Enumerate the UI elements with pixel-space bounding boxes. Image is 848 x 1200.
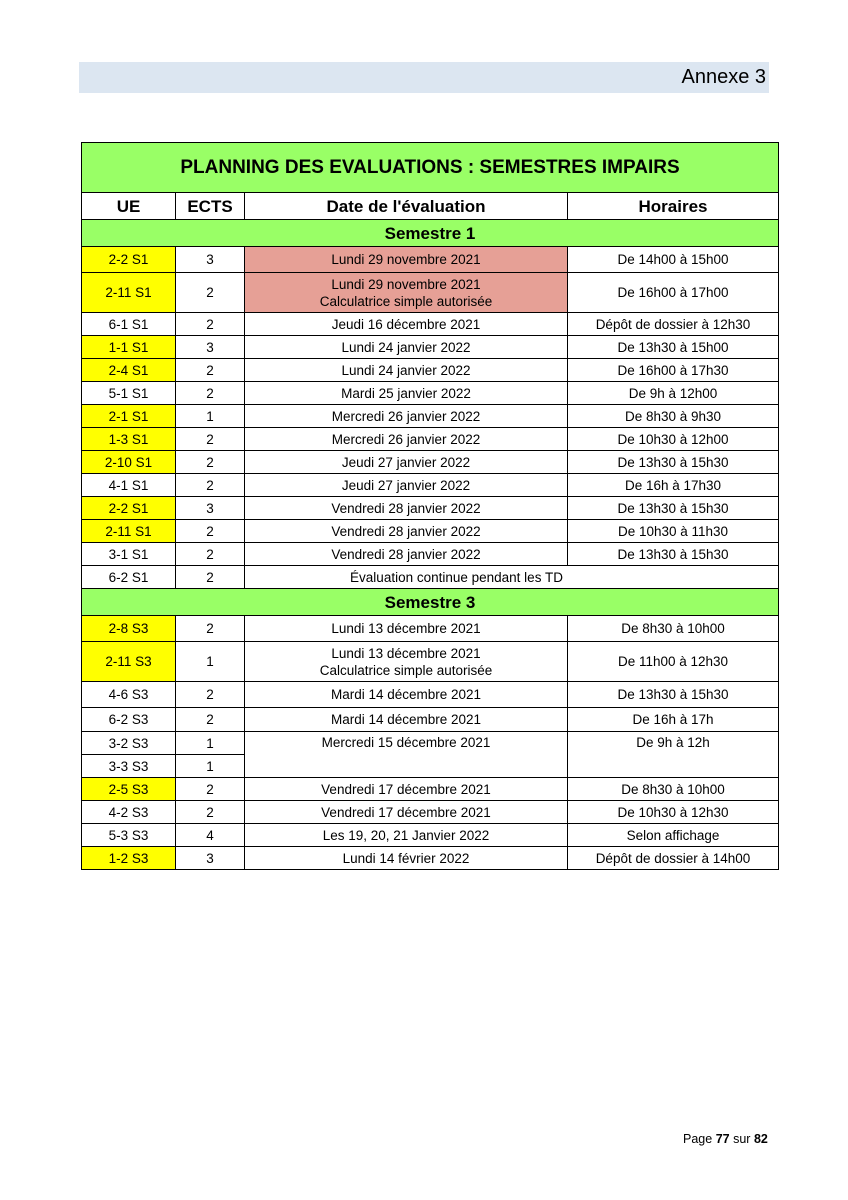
ects-cell: 2: [176, 682, 245, 708]
table-row: [82, 682, 779, 708]
horaires-cell: De 13h30 à 15h30: [568, 451, 779, 474]
table-row: [82, 847, 779, 870]
ue-cell: 2-10 S1: [82, 451, 176, 474]
ue-cell: 2-1 S1: [82, 405, 176, 428]
date-cell: Mercredi 15 décembre 2021: [245, 732, 568, 778]
ue-cell: 1-3 S1: [82, 428, 176, 451]
ue-cell: 2-11 S1: [82, 273, 176, 313]
horaires-cell: De 9h à 12h00: [568, 382, 779, 405]
date-cell: Lundi 24 janvier 2022: [245, 359, 568, 382]
ects-cell: 1: [176, 732, 245, 755]
ects-cell: 2: [176, 566, 245, 589]
date-cell: Lundi 24 janvier 2022: [245, 336, 568, 359]
table-row: [82, 247, 779, 273]
table-row: [82, 313, 779, 336]
date-cell: Vendredi 28 janvier 2022: [245, 520, 568, 543]
horaires-cell: De 13h30 à 15h30: [568, 682, 779, 708]
ue-cell: 1-2 S3: [82, 847, 176, 870]
ue-cell: 2-4 S1: [82, 359, 176, 382]
ects-cell: 2: [176, 520, 245, 543]
date-note: Calculatrice simple autorisée: [319, 662, 493, 678]
date-cell: Vendredi 28 janvier 2022: [245, 497, 568, 520]
ects-cell: 2: [176, 313, 245, 336]
date-cell: [245, 273, 568, 313]
date-cell: Vendredi 28 janvier 2022: [245, 543, 568, 566]
horaires-cell: De 9h à 12h: [568, 732, 779, 778]
ue-cell: 6-1 S1: [82, 313, 176, 336]
ue-cell: 2-11 S1: [82, 520, 176, 543]
ue-cell: 3-2 S3: [82, 732, 176, 755]
ue-cell: 3-1 S1: [82, 543, 176, 566]
ue-cell: 2-2 S1: [82, 247, 176, 273]
date-cell: [245, 642, 568, 682]
ue-cell: 2-11 S3: [82, 642, 176, 682]
ects-cell: 2: [176, 474, 245, 497]
ects-cell: 2: [176, 359, 245, 382]
ue-cell: 6-2 S3: [82, 708, 176, 732]
date-note: Calculatrice simple autorisée: [319, 293, 493, 309]
page-total: 82: [753, 1132, 768, 1146]
page-current: 77: [715, 1132, 730, 1146]
semestre-3-heading: Semestre 3: [82, 589, 779, 616]
table-row: [82, 451, 779, 474]
date-cell: Mardi 14 décembre 2021: [245, 708, 568, 732]
date-cell: Lundi 13 décembre 2021: [245, 616, 568, 642]
table-row: [82, 732, 779, 755]
table-row: [82, 497, 779, 520]
ue-cell: 5-1 S1: [82, 382, 176, 405]
date-text: Lundi 29 novembre 2021: [331, 276, 481, 292]
ue-cell: 5-3 S3: [82, 824, 176, 847]
date-cell: Mardi 14 décembre 2021: [245, 682, 568, 708]
horaires-cell: De 16h00 à 17h00: [568, 273, 779, 313]
horaires-cell: De 16h00 à 17h30: [568, 359, 779, 382]
table-row: [82, 543, 779, 566]
ects-cell: 3: [176, 497, 245, 520]
ects-cell: 2: [176, 428, 245, 451]
ects-cell: 2: [176, 382, 245, 405]
table-row: [82, 801, 779, 824]
ects-cell: 2: [176, 708, 245, 732]
ects-cell: 2: [176, 273, 245, 313]
ects-cell: 1: [176, 405, 245, 428]
table-row: [82, 642, 779, 682]
date-cell: Mercredi 26 janvier 2022: [245, 428, 568, 451]
date-cell: Les 19, 20, 21 Janvier 2022: [245, 824, 568, 847]
column-header-horaires: Horaires: [568, 193, 779, 220]
ects-cell: 2: [176, 778, 245, 801]
ue-cell: 4-6 S3: [82, 682, 176, 708]
ects-cell: 1: [176, 642, 245, 682]
column-header-ue: UE: [82, 193, 176, 220]
table-row: [82, 824, 779, 847]
date-text: Évaluation continue pendant les TD: [350, 569, 563, 585]
date-cell: Lundi 14 février 2022: [245, 847, 568, 870]
horaires-cell: De 13h30 à 15h30: [568, 497, 779, 520]
horaires-cell: De 10h30 à 12h30: [568, 801, 779, 824]
ects-cell: 2: [176, 616, 245, 642]
date-cell: Mardi 25 janvier 2022: [245, 382, 568, 405]
ue-cell: 2-8 S3: [82, 616, 176, 642]
horaires-cell: De 13h30 à 15h30: [568, 543, 779, 566]
evaluation-planning-table: [81, 142, 779, 870]
date-cell: Jeudi 27 janvier 2022: [245, 451, 568, 474]
date-cell: Vendredi 17 décembre 2021: [245, 801, 568, 824]
ects-cell: 2: [176, 543, 245, 566]
date-cell: [245, 566, 779, 589]
ue-cell: 2-5 S3: [82, 778, 176, 801]
table-header-row: [82, 193, 779, 220]
ects-cell: 3: [176, 847, 245, 870]
table-row: [82, 382, 779, 405]
horaires-cell: De 16h à 17h: [568, 708, 779, 732]
horaires-cell: Dépôt de dossier à 12h30: [568, 313, 779, 336]
horaires-cell: De 8h30 à 10h00: [568, 778, 779, 801]
date-cell: Vendredi 17 décembre 2021: [245, 778, 568, 801]
table-row: [82, 336, 779, 359]
ects-cell: 3: [176, 336, 245, 359]
ue-cell: 3-3 S3: [82, 755, 176, 778]
ue-cell: 2-2 S1: [82, 497, 176, 520]
ue-cell: 1-1 S1: [82, 336, 176, 359]
table-row: [82, 708, 779, 732]
date-cell: Jeudi 27 janvier 2022: [245, 474, 568, 497]
horaires-cell: De 13h30 à 15h00: [568, 336, 779, 359]
date-cell: Jeudi 16 décembre 2021: [245, 313, 568, 336]
date-cell: Lundi 29 novembre 2021: [245, 247, 568, 273]
page-number: [683, 1132, 768, 1146]
table-row: [82, 273, 779, 313]
annexe-header: [79, 62, 769, 93]
table-row: [82, 405, 779, 428]
page-separator: sur: [733, 1132, 751, 1146]
horaires-cell: Selon affichage: [568, 824, 779, 847]
horaires-cell: De 11h00 à 12h30: [568, 642, 779, 682]
ects-cell: 2: [176, 801, 245, 824]
table-row: [82, 359, 779, 382]
table-row: [82, 474, 779, 497]
table-row: [82, 778, 779, 801]
table-row: [82, 520, 779, 543]
page-label: Page: [683, 1132, 713, 1146]
ue-cell: 4-2 S3: [82, 801, 176, 824]
date-cell: Mercredi 26 janvier 2022: [245, 405, 568, 428]
semestre-1-heading: Semestre 1: [82, 220, 779, 247]
ue-cell: 6-2 S1: [82, 566, 176, 589]
table-row: [82, 428, 779, 451]
date-text: Lundi 13 décembre 2021: [331, 645, 481, 661]
horaires-cell: De 8h30 à 10h00: [568, 616, 779, 642]
table-row: [82, 616, 779, 642]
ects-cell: 3: [176, 247, 245, 273]
ects-cell: 1: [176, 755, 245, 778]
ects-cell: 4: [176, 824, 245, 847]
horaires-cell: Dépôt de dossier à 14h00: [568, 847, 779, 870]
horaires-cell: De 10h30 à 12h00: [568, 428, 779, 451]
horaires-cell: De 14h00 à 15h00: [568, 247, 779, 273]
table-title: PLANNING DES EVALUATIONS : SEMESTRES IMPAIRS: [82, 143, 779, 193]
horaires-cell: De 8h30 à 9h30: [568, 405, 779, 428]
annexe-label: Annexe 3: [681, 66, 766, 88]
ects-cell: 2: [176, 451, 245, 474]
horaires-cell: De 16h à 17h30: [568, 474, 779, 497]
column-header-ects: ECTS: [176, 193, 245, 220]
table-row: [82, 566, 779, 589]
ue-cell: 4-1 S1: [82, 474, 176, 497]
horaires-cell: De 10h30 à 11h30: [568, 520, 779, 543]
column-header-date: Date de l'évaluation: [245, 193, 568, 220]
